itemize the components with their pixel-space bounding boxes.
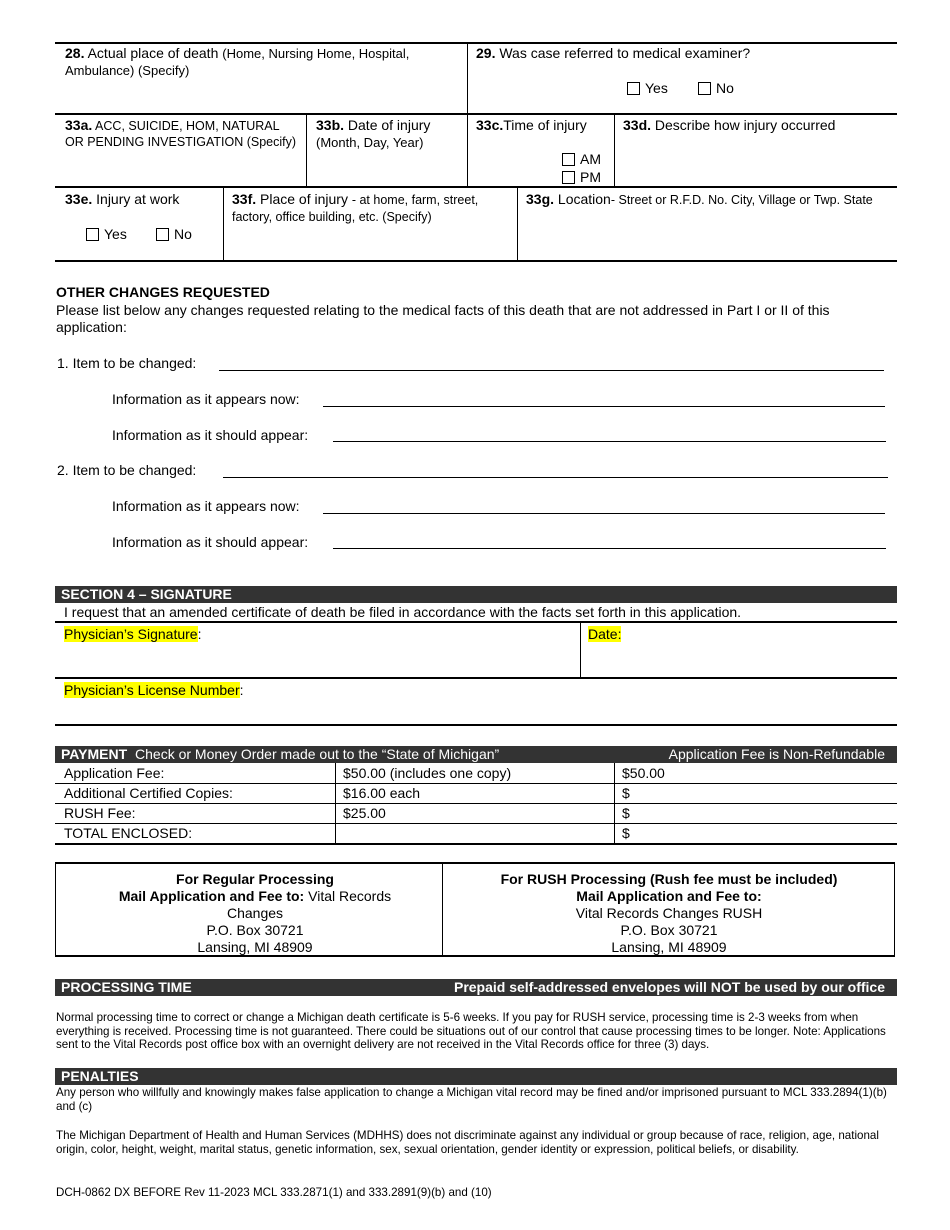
field-33e-injury-at-work (65, 191, 220, 208)
field-28-hint: (Home, Nursing Home, Hospital, (222, 46, 410, 61)
item2-should-appear-input[interactable] (333, 548, 886, 549)
field-28-number: 28. (65, 45, 85, 61)
field-33f-hint-2: factory, office building, etc. (Specify) (232, 210, 432, 224)
field-29-no-option[interactable] (698, 80, 734, 96)
payment-row-label: Additional Certified Copies: (64, 785, 233, 801)
field-33b-date-of-injury[interactable] (316, 117, 464, 151)
field-33e-yes-checkbox[interactable] (86, 228, 99, 241)
nondiscrimination-text: The Michigan Department of Health and Human Services (MDHHS) does not discriminate against any individual or group because of race, religion, age, national origin, color, height, weight, marital status, genetic information, sex, sexual orientation, gender identity or expression, political beliefs, or disability. (56, 1129, 879, 1156)
field-29-number: 29. (476, 45, 496, 61)
field-29-yes-checkbox[interactable] (627, 82, 640, 95)
field-33g-label: Location (557, 191, 611, 207)
field-33d-number: 33d. (623, 117, 652, 133)
physician-license-field[interactable] (64, 682, 244, 698)
rush-processing-box (444, 871, 894, 956)
payment-bar-right: Application Fee is Non-Refundable (668, 746, 885, 762)
signature-date-field[interactable] (588, 626, 621, 642)
payment-bar-title: PAYMENT (61, 746, 128, 762)
field-29-yes-option[interactable] (627, 80, 668, 96)
item2-input[interactable] (223, 477, 888, 478)
processing-text: Normal processing time to correct or change a Michigan death certificate is 5-6 weeks. If you pay for RUSH service, processing time is 2-3 weeks from when everything is received. Processing time is not guaranteed. There could be situations out of our control that cause processing times to be longer. Note: Applications sent to the Vital Records post office box with an overnight delivery are not received in the Vital Records office for three (3) days. (56, 1011, 886, 1051)
form-footer: DCH-0862 DX BEFORE Rev 11-2023 MCL 333.2871(1) and 333.2891(9)(b) and (10) (56, 1186, 492, 1199)
processing-bar-title: PROCESSING TIME (61, 979, 192, 995)
other-changes-heading: OTHER CHANGES REQUESTED (56, 284, 270, 300)
field-28-place-of-death[interactable] (65, 45, 460, 79)
field-33g-number: 33g. (526, 191, 555, 207)
field-33b-number: 33b. (316, 117, 345, 133)
signature-date-label: Date: (588, 626, 622, 642)
field-33e-no-option[interactable] (156, 226, 192, 242)
field-33f-number: 33f. (232, 191, 257, 207)
field-29-label: Was case referred to medical examiner? (499, 45, 751, 61)
item2-appears-now-label: Information as it appears now: (112, 498, 300, 514)
field-33c-number: 33c. (476, 117, 504, 133)
field-33c-am-option[interactable] (562, 151, 601, 167)
physician-signature-colon: : (197, 626, 202, 642)
other-changes-intro: Please list below any changes requested relating to the medical facts of this death that are not addressed in Part I or II of this application: (56, 302, 830, 335)
physician-signature-label: Physician’s Signature (64, 626, 198, 642)
field-33g-location[interactable] (526, 191, 894, 209)
regular-address-line4: Lansing, MI 48909 (197, 939, 313, 955)
field-33a-label-2: OR PENDING INVESTIGATION (Specify) (65, 135, 297, 149)
field-28-hint-2: Ambulance) (Specify) (65, 63, 190, 78)
physician-license-colon: : (239, 682, 244, 698)
regular-mail-label: Mail Application and Fee to: (118, 888, 305, 904)
field-33c-pm-option[interactable] (562, 169, 601, 185)
field-33d-label: Describe how injury occurred (654, 117, 836, 133)
regular-processing-box (100, 871, 410, 956)
field-33a-number: 33a. (65, 117, 93, 133)
field-33e-yes-option[interactable] (86, 226, 127, 242)
field-33c-am-label: AM (580, 151, 601, 167)
payment-bar-text: Check or Money Order made out to the “State of Michigan” (135, 746, 500, 762)
field-33f-label: Place of injury (260, 191, 348, 207)
field-33e-yes-label: Yes (104, 226, 127, 242)
rush-mail-label: Mail Application and Fee to: (576, 888, 762, 904)
field-33e-no-label: No (174, 226, 192, 242)
regular-mail-to: Vital Records (308, 888, 392, 904)
field-33c-pm-label: PM (580, 169, 601, 185)
field-33f-place-of-injury[interactable] (232, 191, 514, 225)
signature-request-text: I request that an amended certificate of death be filed in accordance with the facts set forth in this application. (64, 604, 742, 620)
physician-license-label: Physician’s License Number (64, 682, 240, 698)
rush-address-line2: P.O. Box 30721 (620, 922, 718, 938)
payment-row-amount[interactable]: $50.00 (622, 765, 665, 781)
field-33b-label: Date of injury (347, 117, 431, 133)
payment-row-amount[interactable]: $ (622, 825, 630, 841)
field-29-medical-examiner (476, 45, 886, 62)
field-28-label: Actual place of death (87, 45, 219, 61)
item2-appears-now-input[interactable] (323, 513, 885, 514)
field-29-yes-label: Yes (645, 80, 668, 96)
payment-row-label: TOTAL ENCLOSED: (64, 825, 193, 841)
payment-row-price: $16.00 each (343, 785, 421, 801)
regular-address-line2: Changes (226, 905, 284, 921)
item1-should-appear-label: Information as it should appear: (112, 427, 309, 443)
item1-appears-now-input[interactable] (323, 406, 885, 407)
field-33f-hint: - at home, farm, street, (351, 193, 479, 207)
payment-row-amount[interactable]: $ (622, 805, 630, 821)
field-33d-how-injury-occurred[interactable] (623, 117, 893, 134)
item2-should-appear-label: Information as it should appear: (112, 534, 309, 550)
payment-row-price: $25.00 (343, 805, 386, 821)
field-33c-am-checkbox[interactable] (562, 153, 575, 166)
field-33e-label: Injury at work (96, 191, 180, 207)
payment-bar (55, 746, 897, 763)
field-33g-hint: - Street or R.F.D. No. City, Village or Twp. State (610, 193, 873, 207)
item1-should-appear-input[interactable] (333, 441, 886, 442)
field-33b-hint: (Month, Day, Year) (316, 135, 424, 150)
item1-appears-now-label: Information as it appears now: (112, 391, 300, 407)
field-29-no-checkbox[interactable] (698, 82, 711, 95)
rush-address-line3: Lansing, MI 48909 (611, 939, 727, 955)
payment-row-amount[interactable]: $ (622, 785, 630, 801)
penalties-bar: PENALTIES (55, 1068, 897, 1085)
field-33e-number: 33e. (65, 191, 93, 207)
processing-bar-right: Prepaid self-addressed envelopes will NOT be used by our office (453, 979, 885, 995)
regular-processing-title: For Regular Processing (176, 871, 334, 887)
item1-label: 1. Item to be changed: (57, 355, 197, 371)
field-33c-label: Time of injury (503, 117, 587, 133)
field-29-no-label: No (716, 80, 734, 96)
physician-signature-field[interactable] (64, 626, 202, 642)
regular-address-line3: P.O. Box 30721 (206, 922, 304, 938)
penalties-text: Any person who willfully and knowingly makes false application to change a Michigan vital record may be fined and/or imprisoned pursuant to MCL 333.2894(1)(b) and (c) (56, 1086, 887, 1113)
field-33e-no-checkbox[interactable] (156, 228, 169, 241)
item1-input[interactable] (219, 370, 884, 371)
signature-section-bar: SECTION 4 – SIGNATURE (55, 586, 897, 603)
rush-processing-title: For RUSH Processing (Rush fee must be included) (500, 871, 838, 887)
item2-label: 2. Item to be changed: (57, 462, 197, 478)
field-33a-label: ACC, SUICIDE, HOM, NATURAL (95, 119, 280, 133)
field-33a-manner[interactable] (65, 117, 301, 150)
payment-row-label: RUSH Fee: (64, 805, 136, 821)
payment-row-price: $50.00 (includes one copy) (343, 765, 512, 781)
rush-address-line1: Vital Records Changes RUSH (575, 905, 763, 921)
field-33c-time-of-injury[interactable] (476, 117, 612, 134)
payment-row-label: Application Fee: (64, 765, 165, 781)
processing-bar (55, 979, 897, 996)
field-33c-pm-checkbox[interactable] (562, 171, 575, 184)
